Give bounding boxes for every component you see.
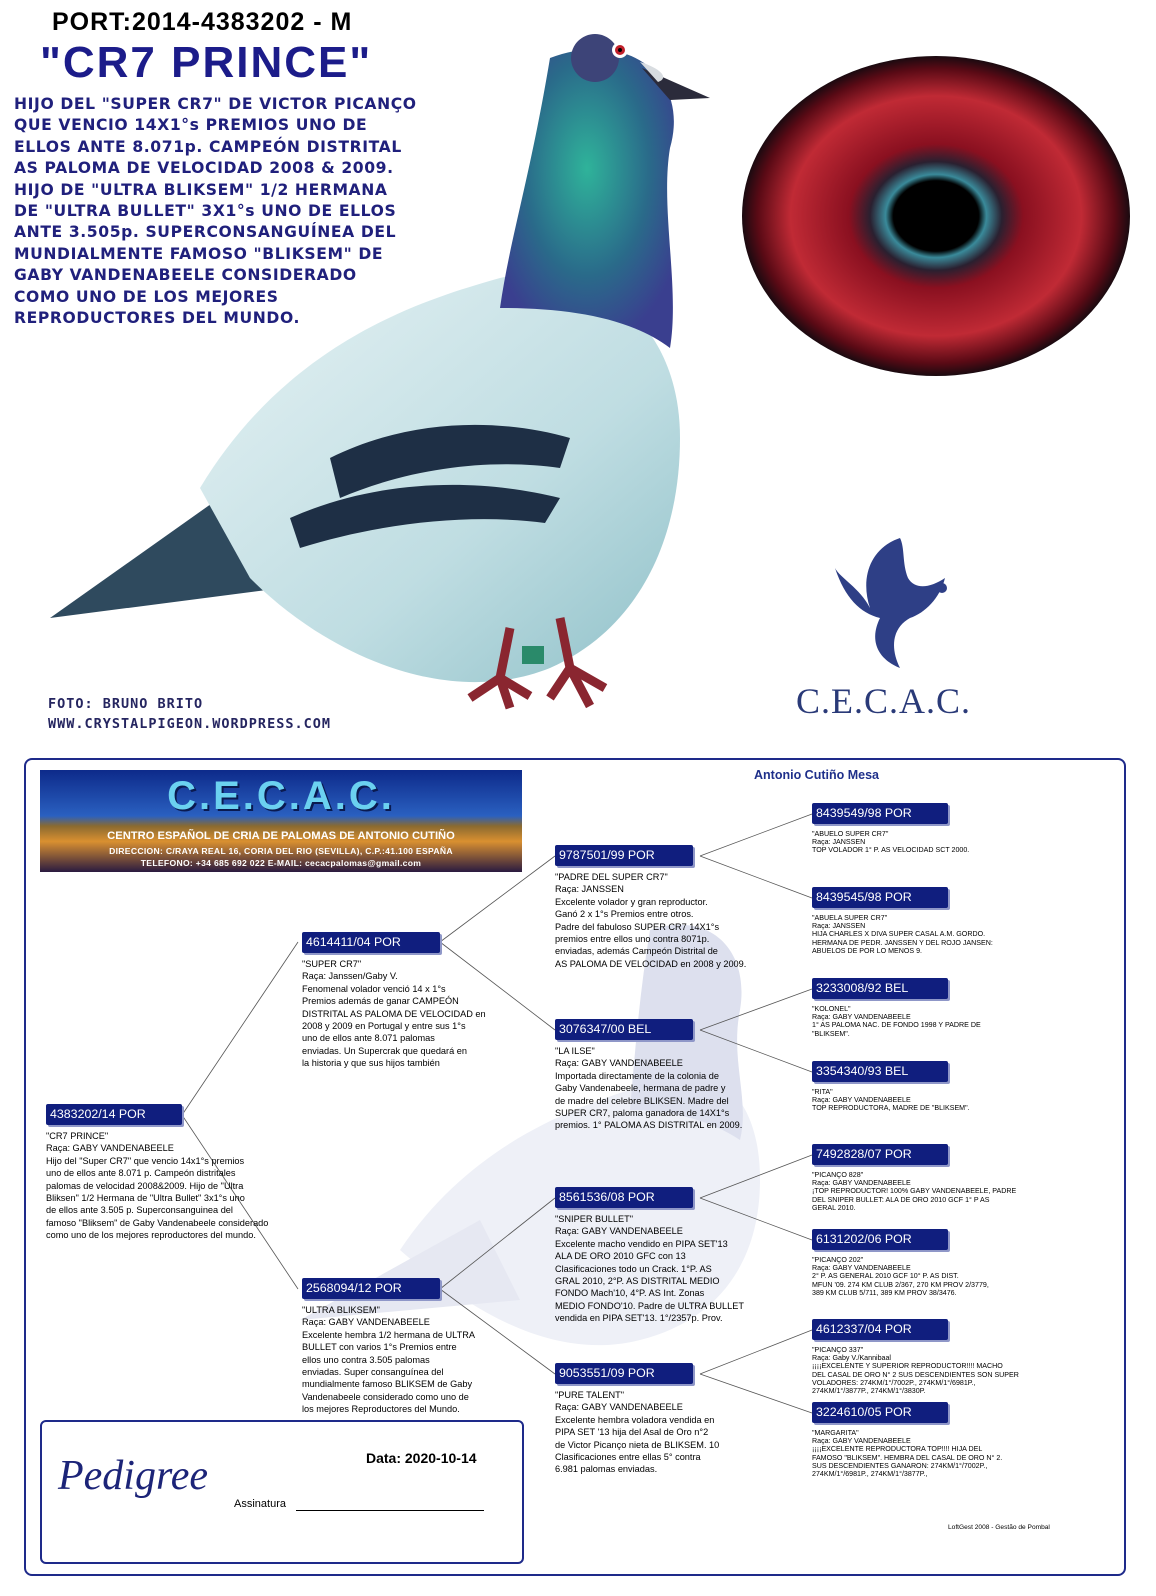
info-line: "PADRE DEL SUPER CR7" (555, 872, 668, 882)
info-line: TOP VOLADOR 1° P. AS VELOCIDAD SCT 2000. (812, 846, 970, 855)
info-line: MEDIO FONDO'10. Padre de ULTRA BULLET (555, 1300, 744, 1311)
info-line: Padre del fabuloso SUPER CR7 14X1°s (555, 921, 720, 932)
info-line: como uno de los mejores reproductores del mundo. (46, 1230, 256, 1241)
info-line: ABUELOS DE POR LO MENOS 9. (812, 946, 922, 955)
great-grandparent-info (812, 1429, 1002, 1478)
info-line: Importada directamente de la colonia de (555, 1070, 719, 1081)
signature-line (296, 1510, 484, 1511)
info-line: palomas de velocidad 2008&2009. Hijo de "Ultra (46, 1180, 244, 1191)
info-line: uno de ellos ante 8.071 p. Campeón distritales (46, 1168, 236, 1179)
info-line: Excelente hembra voladora vendida en (555, 1414, 715, 1425)
description-line: GABY VANDENABEELE CONSIDERADO (14, 266, 357, 285)
great-grandparent-info (812, 1256, 989, 1297)
description-line: QUE VENCIO 14X1°s PREMIOS UNO DE (14, 116, 368, 135)
info-line: BULLET con varios 1°s Premios entre (302, 1342, 457, 1353)
info-line: de Victor Picanço nieta de BLIKSEM. 10 (555, 1439, 720, 1450)
info-line: "PURE TALENT" (555, 1390, 624, 1400)
info-line: Raça: JANSSEN (812, 922, 866, 931)
info-line: enviadas, además Campeón Distrital de (555, 946, 718, 957)
photo-credit: FOTO: BRUNO BRITO (48, 696, 204, 712)
great-grandparent-ring-box: 4612337/04 POR (812, 1319, 948, 1340)
info-line: enviadas. Super consanguínea del (302, 1367, 444, 1378)
info-line: 2° P. AS GENERAL 2010 GCF 10° P. AS DIST. (812, 1272, 959, 1281)
info-line: Raça: Gaby V./Kannibaal (812, 1354, 892, 1363)
dam-dam-info (555, 1389, 719, 1476)
info-line: FONDO Mach'10, 4°P. AS Int. Zonas (555, 1288, 705, 1299)
description-line: HIJO DE "ULTRA BLIKSEM" 1/2 HERMANA (14, 180, 388, 199)
info-line: DEL SNIPER BULLET: ALA DE ORO 2010 GCF 1° P AS (812, 1195, 990, 1204)
great-grandparent-ring-box: 3224610/05 POR (812, 1402, 948, 1423)
signature-label: Assinatura (234, 1498, 286, 1510)
info-line: Raça: GABY VANDENABEELE (46, 1143, 174, 1154)
great-grandparent-info (812, 914, 993, 955)
info-line: 1° AS PALOMA NAC. DE FONDO 1998 Y PADRE DE (812, 1021, 981, 1030)
info-line: "ABUELA SUPER CR7" (812, 914, 888, 922)
info-line: famoso "Bliksem" de Gaby Vandenabeele considerado (46, 1217, 269, 1228)
info-line: premios entre ellos uno contra 8071p. (555, 934, 710, 945)
info-line: mundialmente famoso BLIKSEM de Gaby (302, 1379, 473, 1390)
info-line: Raça: JANSSEN (812, 838, 866, 847)
date-label: Data: 2020-10-14 (366, 1450, 477, 1466)
info-line: Raça: GABY VANDENABEELE (812, 1437, 911, 1446)
info-line: FAMOSO "BLIKSEM". HEMBRA DEL CASAL DE ORO N° 2. (812, 1453, 1003, 1462)
sire-sire-info (555, 871, 746, 970)
great-grandparent-ring-box: 3354340/93 BEL (812, 1061, 948, 1082)
info-line: Raça: GABY VANDENABEELE (812, 1179, 911, 1188)
info-line: "ULTRA BLIKSEM" (302, 1305, 380, 1315)
info-line: 2008 y 2009 en Portugal y entre sus 1°s (302, 1021, 466, 1032)
sire-info (302, 958, 486, 1070)
info-line: de ellos ante 3.505 p. Superconsanguinea del (46, 1205, 233, 1216)
cecac-logo-text: C.E.C.A.C. (796, 681, 972, 721)
info-line: Excelente macho vendido en PIPA SET'13 (555, 1238, 728, 1249)
info-line: DEL CASAL DE ORO N° 2 SUS DESCENDIENTES SON SUPER (812, 1370, 1019, 1379)
info-line: HERMANA DE PEDR. JANSSEN Y DEL ROJO JANSEN: (812, 938, 993, 947)
info-line: Gaby Vandenabeele, hermana de padre y (555, 1083, 726, 1094)
info-line: ¡TOP REPRODUCTOR! 100% GABY VANDENABEELE, PADRE (812, 1187, 1017, 1196)
info-line: 274KM/1°/3877P., 274KM/1°/3830P. (812, 1387, 926, 1396)
great-grandparent-ring-box: 3233008/92 BEL (812, 978, 948, 999)
info-line: "RITA" (812, 1088, 833, 1096)
great-grandparent-info (812, 830, 969, 855)
banner-address: DIRECCION: C/RAYA REAL 16, CORIA DEL RIO (SEVILLA), C.P.:41.100 ESPAÑA (109, 846, 453, 856)
description-line: REPRODUCTORES DEL MUNDO. (14, 309, 300, 328)
info-line: Clasificaciones entre ellas 5° contra (555, 1452, 701, 1463)
subject-ring-box: 4383202/14 POR (46, 1104, 182, 1125)
info-line: "CR7 PRINCE" (46, 1131, 109, 1141)
great-grandparent-ring-box: 8439549/98 POR (812, 803, 948, 824)
website-text: WWW.CRYSTALPIGEON.WORDPRESS.COM (48, 716, 331, 732)
info-line: "ABUELO SUPER CR7" (812, 830, 889, 838)
sire-ring-box: 4614411/04 POR (302, 932, 440, 953)
sire-dam-info (555, 1045, 742, 1132)
banner-contact: TELEFONO: +34 685 692 022 E-MAIL: cecacpalomas@gmail.com (140, 858, 422, 868)
description-line: HIJO DEL "SUPER CR7" DE VICTOR PICANÇO (14, 95, 417, 113)
pigeon-name-title: "CR7 PRINCE" (40, 38, 373, 87)
great-grandparent-ring-box: 8439545/98 POR (812, 887, 948, 908)
info-line: Bliksen" 1/2 Hermana de "Ultra Bullet" 3x1°s uno (46, 1193, 245, 1204)
info-line: 274KM/1°/6981P., 274KM/1°/3877P., (812, 1470, 928, 1479)
info-line: AS PALOMA DE VELOCIDAD en 2008 y 2009. (555, 958, 747, 969)
info-line: "KOLONEL" (812, 1005, 851, 1013)
info-line: Raça: GABY VANDENABEELE (555, 1226, 683, 1237)
info-line: los mejores Reproductores del Mundo. (302, 1404, 460, 1415)
info-line: Raça: GABY VANDENABEELE (555, 1402, 683, 1413)
ring-number-title: PORT:2014-4383202 - M (52, 8, 353, 36)
info-line: SUS DESCENDIENTES GANARON: 274KM/1°/7002P., (812, 1461, 988, 1470)
dam-sire-info (555, 1213, 744, 1325)
dam-sire-ring-box: 8561536/08 POR (555, 1187, 693, 1208)
description-line: MUNDIALMENTE FAMOSO "BLIKSEM" DE (14, 244, 384, 263)
great-grandparent-info (812, 1171, 1016, 1212)
dam-dam-ring-box: 9053551/09 POR (555, 1363, 693, 1384)
info-line: DISTRITAL AS PALOMA DE VELOCIDAD en (302, 1008, 486, 1019)
great-grandparent-info (812, 1005, 981, 1038)
info-line: Vandenabeele considerado como uno de (302, 1391, 469, 1402)
info-line: HIJA CHARLES X DIVA SUPER CASAL A.M. GORDO. (812, 930, 986, 939)
info-line: ¡¡¡¡EXCELENTE Y SUPERIOR REPRODUCTOR!!!! MACHO (812, 1362, 1003, 1371)
info-line: "SUPER CR7" (302, 959, 362, 969)
info-line: "BLIKSEM". (812, 1029, 850, 1038)
info-line: VOLADORES: 274KM/1°/7002P., 274KM/1°/6981P., (812, 1378, 976, 1387)
great-grandparent-info (812, 1088, 970, 1113)
great-grandparent-ring-box: 7492828/07 POR (812, 1144, 948, 1165)
description-line: COMO UNO DE LOS MEJORES (14, 287, 279, 306)
info-line: Hijo del "Super CR7" que vencio 14x1°s premios (46, 1155, 245, 1166)
info-line: "PICANÇO 337" (812, 1346, 864, 1354)
info-line: "PICANÇO 828" (812, 1171, 864, 1179)
info-line: Raça: GABY VANDENABEELE (812, 1013, 911, 1022)
info-line: MFUN '09. 274 KM CLUB 2/367, 270 KM PROV 2/3779, (812, 1280, 989, 1289)
software-footer: LoftGest 2008 - Gestão de Pombal (948, 1524, 1050, 1531)
info-line: vendida en PIPA SET'13. 1°/2357p. Prov. (555, 1313, 723, 1324)
info-line: "MARGARITA" (812, 1429, 859, 1437)
info-line: Raça: GABY VANDENABEELE (812, 1264, 911, 1273)
info-line: GERAL 2010. (812, 1203, 856, 1212)
info-line: ¡¡¡¡EXCELENTE REPRODUCTORA TOP!!!! HIJA DEL (812, 1445, 983, 1454)
info-line: Fenomenal volador venció 14 x 1°s (302, 983, 446, 994)
info-line: ellos uno contra 3.505 palomas (302, 1354, 430, 1365)
info-line: enviadas. Un Supercrak que quedará en (302, 1045, 467, 1056)
info-line: "SNIPER BULLET" (555, 1214, 634, 1224)
info-line: 389 KM CLUB 5/711, 389 KM PROV 38/3476. (812, 1288, 957, 1297)
info-line: ALA DE ORO 2010 GFC con 13 (555, 1251, 686, 1262)
description-line: DE "ULTRA BULLET" 3X1°s UNO DE ELLOS (14, 202, 397, 221)
info-line: Raça: GABY VANDENABEELE (302, 1317, 430, 1328)
great-grandparent-ring-box: 6131202/06 POR (812, 1229, 948, 1250)
info-line: "PICANÇO 202" (812, 1256, 864, 1264)
info-line: TOP REPRODUCTORA, MADRE DE "BLIKSEM". (812, 1104, 970, 1113)
info-line: Excelente hembra 1/2 hermana de ULTRA (302, 1329, 475, 1340)
description-line: AS PALOMA DE VELOCIDAD 2008 & 2009. (14, 159, 394, 178)
info-line: GRAL 2010, 2°P. AS DISTRITAL MEDIO (555, 1276, 720, 1287)
info-line: Raça: GABY VANDENABEELE (812, 1096, 911, 1105)
great-grandparent-info (812, 1346, 1019, 1395)
banner-title: C.E.C.A.C. (167, 774, 395, 818)
info-line: Ganó 2 x 1°s Premios entre otros. (555, 909, 694, 920)
info-line: uno de ellos ante 8.071 palomas (302, 1033, 435, 1044)
info-line: de madre del celebre BLIKSEN. Madre del (555, 1095, 729, 1106)
description-line: ELLOS ANTE 8.071p. CAMPEÓN DISTRITAL (14, 137, 402, 156)
breeder-name: Antonio Cutiño Mesa (754, 768, 879, 782)
info-line: PIPA SET '13 hija del Asal de Oro n°2 (555, 1427, 709, 1438)
info-line: la historia y que sus hijos también (302, 1058, 440, 1069)
sire-sire-ring-box: 9787501/99 POR (555, 845, 693, 866)
description-line: ANTE 3.505p. SUPERCONSANGUÍNEA DEL (14, 223, 397, 242)
subject-info (46, 1130, 268, 1242)
dam-ring-box: 2568094/12 POR (302, 1278, 440, 1299)
info-line: "LA ILSE" (555, 1046, 595, 1056)
info-line: premios. 1° PALOMA AS DISTRITAL en 2009. (555, 1120, 743, 1131)
info-line: Clasificaciones todo un Crack. 1°P. AS (555, 1263, 712, 1274)
info-line: Raça: Janssen/Gaby V. (302, 971, 398, 982)
info-line: Raça: JANSSEN (555, 884, 624, 895)
sire-dam-ring-box: 3076347/00 BEL (555, 1019, 693, 1040)
dam-info (302, 1304, 475, 1416)
info-line: Raça: GABY VANDENABEELE (555, 1058, 683, 1069)
info-line: Excelente volador y gran reproductor. (555, 896, 708, 907)
info-line: SUPER CR7, paloma ganadora de 14X1°s (555, 1108, 730, 1119)
banner-subtitle: CENTRO ESPAÑOL DE CRIA DE PALOMAS DE ANTONIO CUTIÑO (107, 830, 455, 842)
pedigree-logo-text: Pedigree (58, 1453, 209, 1499)
info-line: 6.981 palomas enviadas. (555, 1464, 658, 1475)
info-line: Premios además de ganar CAMPEÓN (302, 996, 459, 1007)
